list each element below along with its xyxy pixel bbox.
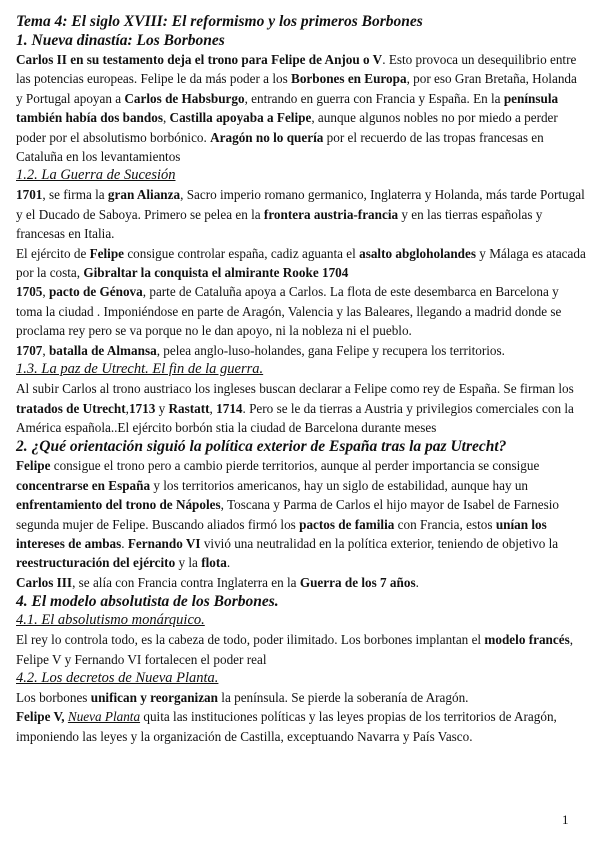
section-4-1-paragraph: El rey lo controla todo, es la cabeza de todo, poder ilimitado. Los borbones implantan el modelo francés, Felipe V y Fernando VI fortalecen el poder real xyxy=(16,632,574,667)
document-title: Tema 4: El siglo XVIII: El reformismo y los primeros Borbones xyxy=(16,13,423,30)
section-2-heading: 2. ¿Qué orientación siguió la política exterior de España tras la paz Utrecht? xyxy=(16,438,507,456)
section-4-1-heading: 4.1. El absolutismo monárquico. xyxy=(16,612,205,629)
section-1-3-paragraph: Al subir Carlos al trono austriaco los ingleses buscan declarar a Felipe como rey de España. Se firman los tratados de Utrecht,1713 y Rastatt, 1714. Pero se le da tierras a Austria y privilegios comerciales con la América española..El ejército borbón stia la ciudad de Barcelona durante meses xyxy=(16,381,574,435)
document-page xyxy=(16,12,586,746)
section-4-2-paragraph-1: Los borbones unifican y reorganizan la península. Se pierde la soberanía de Aragón. xyxy=(16,689,469,705)
section-2-paragraph-2: Carlos III, se alía con Francia contra Inglaterra en la Guerra de los 7 años. xyxy=(16,574,419,590)
section-1-heading: 1. Nueva dinastía: Los Borbones xyxy=(16,32,225,49)
section-4-2-paragraph-2: Felipe V, Nueva Planta quita las instituciones políticas y las leyes propias de los territorios de Aragón, imponiendo las leyes y la organización de Castilla, exceptuando Navarra y País Vasco. xyxy=(16,709,557,744)
section-1-2-paragraph-3: 1705, pacto de Génova, parte de Cataluña apoya a Carlos. La flota de este desembarca en Barcelona y toma la ciudad . Imponiéndose en parte de Aragón, Valencia y las Baleares, llegando a madrid donde se proclama rey pero se va porque no le dan apoyo, ni la nobleza ni el pueblo. xyxy=(16,284,562,339)
section-1-2-heading: 1.2. La Guerra de Sucesión xyxy=(16,167,176,184)
section-2-paragraph-1: Felipe consigue el trono pero a cambio pierde territorios, aunque al perder importancia se consigue concentrarse en España y los territorios americanos, hay un siglo de estabilidad, aunque hay un enfrentamiento del trono de Nápoles, Toscana y Parma de Carlos el hijo mayor de Isabel de Farnesio segunda mujer de Felipe. Buscando aliados firmó los pactos de familia con Francia, estos unían los intereses de ambas. Fernando VI vivió una neutralidad en la política exterior, teniendo de objetivo la reestructuración del ejército y la flota. xyxy=(16,458,559,571)
section-1-2-paragraph-2: El ejército de Felipe consigue controlar españa, cadiz aguanta el asalto abgloholandes y Málaga es atacada por la costa, Gibraltar la conquista el almirante Rooke 1704 xyxy=(16,245,586,281)
section-1-2-paragraph-1: 1701, se firma la gran Alianza, Sacro imperio romano germanico, Inglaterra y Holanda, más tarde Portugal y el Ducado de Saboya. Primero se pelea en la frontera austria-francia y en las tierras españolas y francesas en Italia. xyxy=(16,187,585,242)
page-number: 1 xyxy=(562,812,569,827)
section-4-heading: 4. El modelo absolutista de los Borbones. xyxy=(16,593,279,611)
section-1-3-heading: 1.3. La paz de Utrecht. El fin de la guerra. xyxy=(16,361,264,378)
section-4-2-heading: 4.2. Los decretos de Nueva Planta. xyxy=(16,669,219,686)
section-1-paragraph: Carlos II en su testamento deja el trono para Felipe de Anjou o V. Esto provoca un desequilibrio entre las potencias europeas. Felipe le da más poder a los Borbones en Europa, por eso Gran Bretaña, Holanda y Portugal apoyan a Carlos de Habsburgo, entrando en guerra con Francia y España. En la península también había dos bandos, Castilla apoyaba a Felipe, aunque algunos nobles no por miedo a perder poder por el absolutismo borbónico. Aragón no lo quería por el recuerdo de las tropas francesas en Cataluña en los levantamientos xyxy=(16,52,577,165)
section-1-2-paragraph-4: 1707, batalla de Almansa, pelea anglo-luso-holandes, gana Felipe y recupera los territorios. xyxy=(16,342,505,358)
